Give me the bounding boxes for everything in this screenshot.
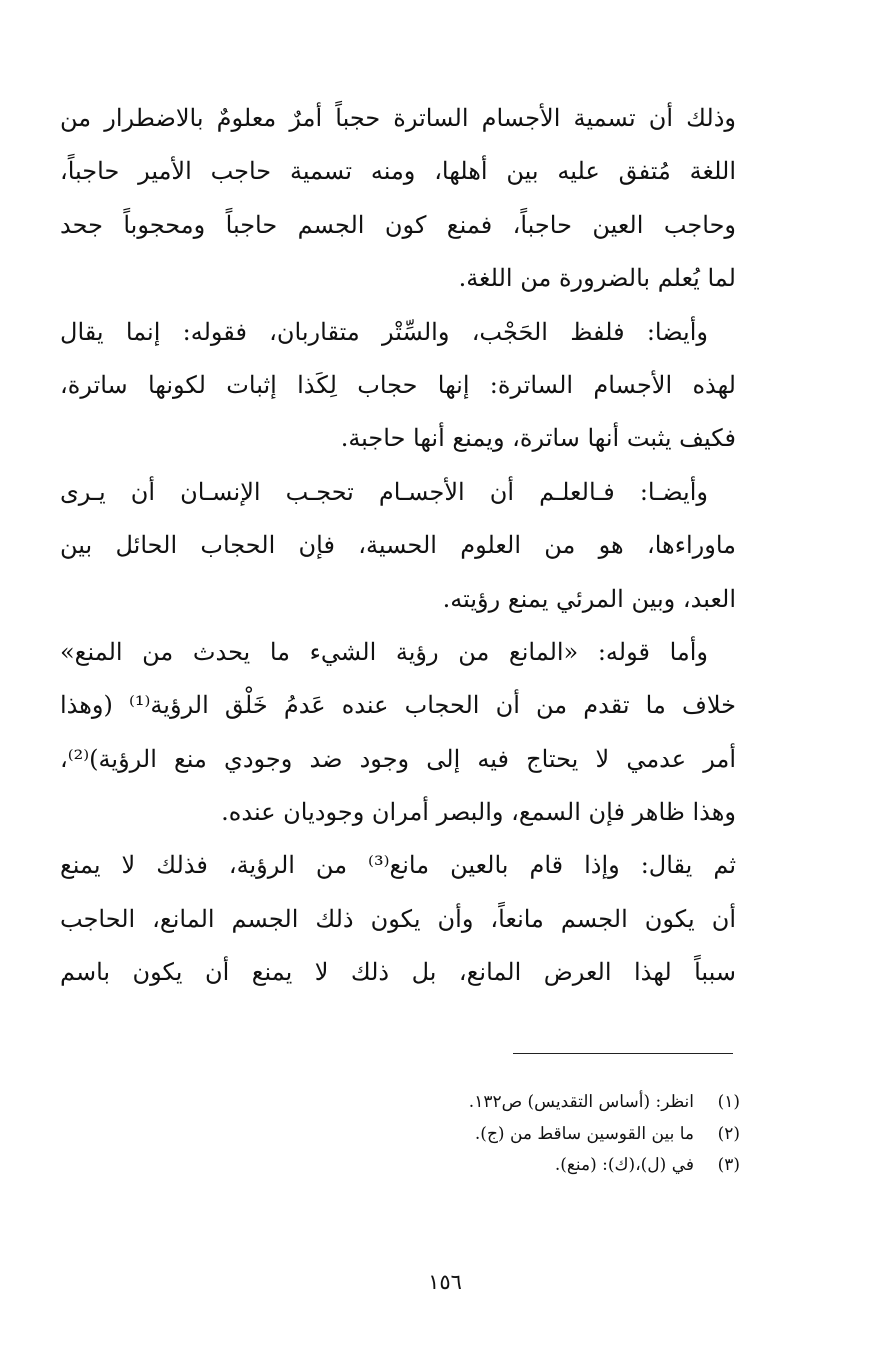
paragraph-1-line-3: وحاجب العين حاجباً، فمنع كون الجسم حاجباً ومحجوباً جحد: [60, 210, 736, 239]
paragraph-2-line-3: فكيف يثبت أنها ساترة، ويمنع أنها حاجبة.: [340, 424, 736, 453]
footnote-2: [300, 1119, 740, 1151]
paragraph-5-line-2: أن يكون الجسم مانعاً، وأن يكون ذلك الجسم المانع، الحاجب: [60, 904, 736, 933]
footnote-number: (٣): [717, 1155, 740, 1175]
paragraph-1-line-1: وذلك أن تسمية الأجسام الساترة حجباً أمرٌ معلومٌ بالاضطرار من: [60, 104, 736, 132]
paragraph-4-line-3: أمر عدمي لا يحتاج فيه إلى وجود ضد وجودي منع الرؤية)⁽²⁾،: [60, 744, 736, 773]
footnote-separator: [513, 1053, 733, 1054]
page-number: ١٥٦: [428, 1270, 462, 1294]
footnote-number: (٢): [717, 1123, 740, 1144]
paragraph-3-line-1: وأيضـا: فـالعلـم أن الأجسـام تحجـب الإنسـان أن يـرى: [60, 477, 708, 506]
paragraph-5-line-1: ثم يقال: وإذا قام بالعين مانع⁽³⁾ من الرؤية، فذلك لا يمنع: [60, 851, 736, 880]
footnote-text: في (ل)،(ك): (منع).: [554, 1155, 694, 1175]
paragraph-2-line-2: لهذه الأجسام الساترة: إنها حجاب لِكَذا إثبات لكونها ساترة،: [60, 370, 736, 399]
paragraph-4-line-2: خلاف ما تقدم من أن الحجاب عنده عَدمُ خَلْق الرؤية⁽¹⁾ (وهذا: [60, 691, 736, 720]
paragraph-3-line-3: العبد، وبين المرئي يمنع رؤيته.: [442, 584, 736, 613]
footnote-number: (١): [717, 1092, 740, 1112]
footnote-text: ما بين القوسين ساقط من (ج).: [474, 1123, 694, 1144]
paragraph-4-line-1: وأما قوله: «المانع من رؤية الشيء ما يحدث من المنع»: [60, 637, 708, 666]
paragraph-1-line-4: لما يُعلم بالضرورة من اللغة.: [458, 264, 736, 293]
paragraph-5-line-3: سبباً لهذا العرض المانع، بل ذلك لا يمنع أن يكون باسم: [60, 958, 736, 987]
paragraph-4-line-4: وهذا ظاهر فإن السمع، والبصر أمران وجوديان عنده.: [221, 798, 736, 827]
paragraph-1-line-2: اللغة مُتفق عليه بين أهلها، ومنه تسمية حاجب الأمير حاجباً،: [60, 157, 736, 186]
paragraph-3-line-2: ماوراءها، هو من العلوم الحسية، فإن الحجاب الحائل بين: [60, 531, 736, 560]
footnote-text: انظر: (أساس التقديس) ص١٣٢.: [468, 1092, 694, 1112]
footnote-1: [300, 1087, 740, 1119]
footnotes: [300, 1087, 740, 1182]
paragraph-2-line-1: وأيضا: فلفظ الحَجْب، والسِّتْر متقاربان، فقوله: إنما يقال: [60, 317, 708, 346]
footnote-3: [300, 1150, 740, 1182]
main-text: [60, 92, 736, 1000]
